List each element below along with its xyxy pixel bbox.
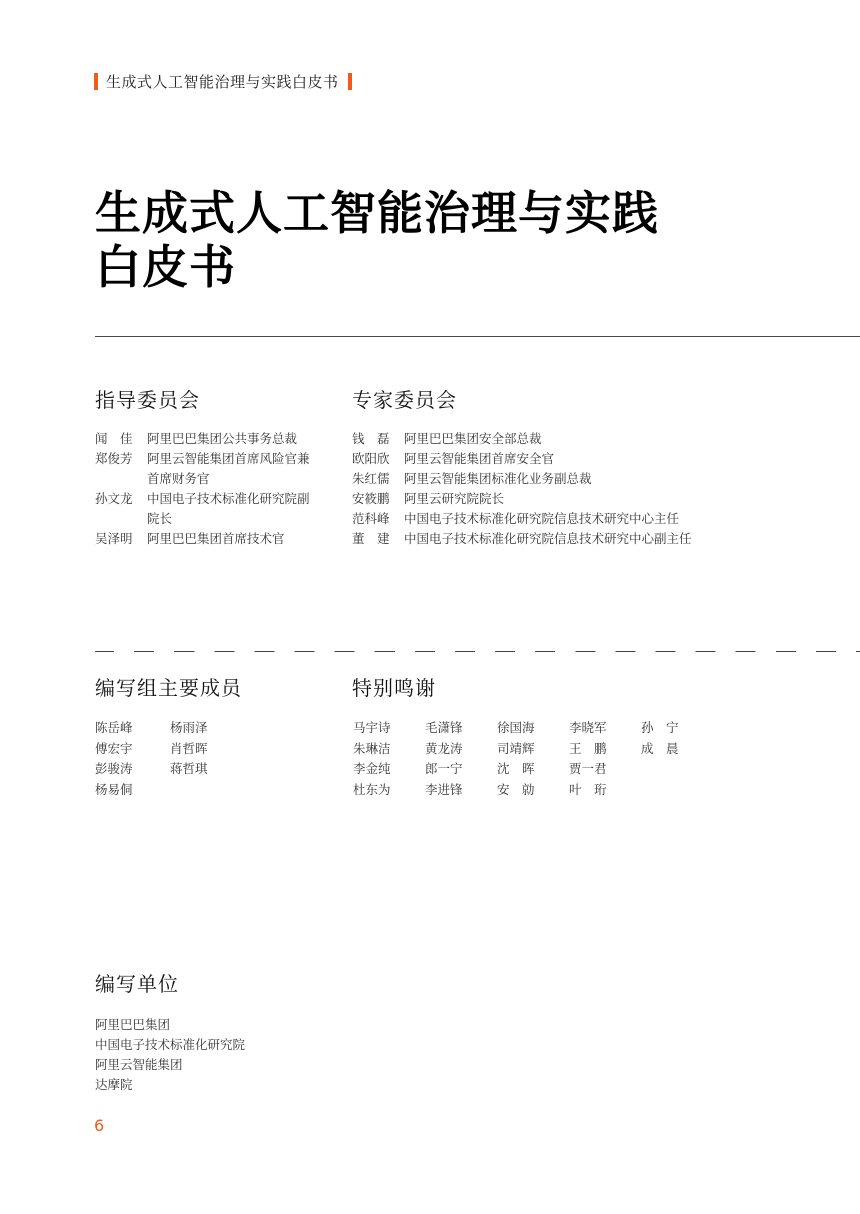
section-divider [95, 336, 860, 337]
member-role: 首席财务官 [147, 471, 210, 486]
writing-group-heading: 编写组主要成员 [95, 676, 242, 700]
page-number: 6 [94, 1116, 105, 1135]
member-role: 阿里云研究院院长 [404, 491, 505, 506]
member-row [352, 529, 692, 549]
person-name: 李晓军 [569, 720, 607, 735]
name-column [569, 718, 607, 800]
member-role: 阿里巴巴集团首席技术官 [147, 531, 285, 546]
member-name: 孙文龙 [95, 491, 133, 506]
member-role: 阿里巴巴集团安全部总裁 [404, 431, 542, 446]
unit-item: 达摩院 [95, 1077, 133, 1092]
unit-item: 阿里巴巴集团 [95, 1017, 171, 1032]
person-name: 李进锋 [425, 781, 463, 797]
person-name: 叶 珩 [569, 781, 607, 797]
member-row [95, 449, 310, 469]
member-row [95, 429, 297, 449]
member-role: 中国电子技术标准化研究院信息技术研究中心主任 [404, 511, 680, 526]
name-column [95, 718, 133, 800]
person-name: 彭骏涛 [95, 761, 133, 776]
thanks-heading: 特别鸣谢 [352, 676, 436, 700]
member-role: 阿里巴巴集团公共事务总裁 [147, 431, 298, 446]
units-list [95, 1015, 245, 1095]
page-title [95, 186, 659, 294]
member-name [95, 469, 147, 489]
experts-heading: 专家委员会 [352, 388, 457, 412]
person-name: 傅宏宇 [95, 740, 133, 756]
member-row [352, 509, 679, 529]
member-row [95, 509, 172, 529]
person-name: 马宇诗 [353, 720, 391, 735]
running-header [94, 71, 352, 91]
name-column [170, 718, 208, 780]
name-column [353, 718, 391, 800]
person-name: 徐国海 [497, 720, 535, 735]
member-name: 闻 佳 [95, 431, 133, 446]
dashed-divider [95, 651, 860, 652]
member-role: 中国电子技术标准化研究院副 [147, 491, 310, 506]
person-name: 王 鹏 [569, 740, 607, 756]
person-name: 蒋哲琪 [170, 761, 208, 776]
person-name: 贾一君 [569, 761, 607, 776]
person-name: 黄龙涛 [425, 740, 463, 756]
member-name: 董 建 [352, 531, 390, 546]
person-name: 郎一宁 [425, 761, 463, 776]
name-column [425, 718, 463, 800]
member-row [95, 469, 210, 489]
member-row [352, 449, 554, 469]
unit-item: 阿里云智能集团 [95, 1057, 183, 1072]
member-row [352, 489, 504, 509]
name-column [497, 718, 535, 800]
person-name: 司靖辉 [497, 740, 535, 756]
running-title: 生成式人工智能治理与实践白皮书 [106, 72, 339, 91]
person-name: 李金纯 [353, 761, 391, 776]
person-name: 杜东为 [353, 781, 391, 797]
person-name: 陈岳峰 [95, 720, 133, 735]
member-role: 中国电子技术标准化研究院信息技术研究中心副主任 [404, 531, 692, 546]
units-heading: 编写单位 [95, 972, 179, 996]
person-name: 孙 宁 [641, 720, 679, 735]
member-name: 范科峰 [352, 511, 390, 526]
person-name: 杨易侗 [95, 781, 133, 797]
member-row [352, 469, 592, 489]
member-name: 钱 磊 [352, 431, 390, 446]
member-name: 欧阳欣 [352, 451, 390, 466]
member-role: 阿里云智能集团标准化业务副总裁 [404, 471, 592, 486]
person-name: 肖哲晖 [170, 740, 208, 756]
member-role: 阿里云智能集团首席风险官兼 [147, 451, 310, 466]
person-name: 成 晨 [641, 740, 679, 756]
person-name: 安 勍 [497, 781, 535, 797]
member-row [95, 529, 285, 549]
name-column [641, 718, 679, 759]
person-name: 杨雨泽 [170, 720, 208, 735]
member-role: 院长 [147, 511, 173, 526]
member-row [352, 429, 542, 449]
steering-heading: 指导委员会 [95, 388, 200, 412]
person-name: 沈 晖 [497, 761, 535, 776]
unit-item: 中国电子技术标准化研究院 [95, 1037, 246, 1052]
person-name: 朱琳洁 [353, 740, 391, 756]
member-name: 朱红儒 [352, 471, 390, 486]
member-name [95, 509, 147, 529]
person-name: 毛潇锋 [425, 720, 463, 735]
accent-bar-right [348, 73, 352, 90]
member-role: 阿里云智能集团首席安全官 [404, 451, 555, 466]
title-line-2: 白皮书 [95, 240, 236, 294]
member-name: 安筱鹏 [352, 491, 390, 506]
member-name: 吴泽明 [95, 531, 133, 546]
title-line-1: 生成式人工智能治理与实践 [95, 186, 659, 240]
accent-bar-left [94, 73, 98, 90]
member-row [95, 489, 310, 509]
member-name: 郑俊芳 [95, 451, 133, 466]
